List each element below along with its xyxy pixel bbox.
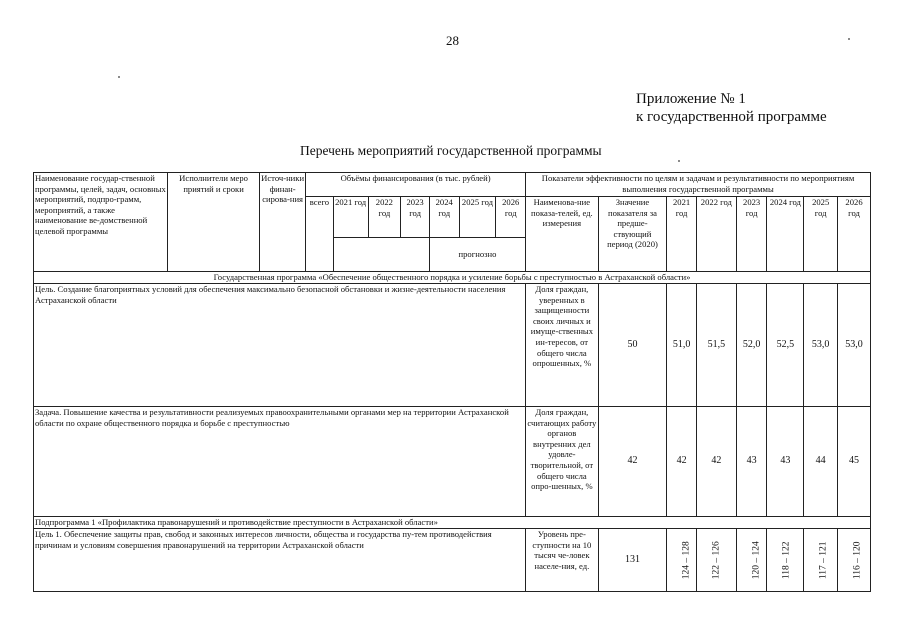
- row-task-text: Задача. Повышение качества и результативности реализуемых правоохранительными органами мер на территории Астраханской области по охране общественного порядка и борьбе с преступностью: [34, 407, 526, 517]
- header-fin-year-2021: 2021 год: [333, 197, 368, 238]
- row-goal-2026: 53,0: [838, 284, 871, 407]
- header-fin-year-2022: 2022 год: [368, 197, 401, 238]
- header-funding: Объёмы финансирования (в тыс. рублей): [306, 173, 526, 197]
- scan-speck: [118, 76, 120, 78]
- page-number: 28: [446, 33, 459, 48]
- header-forecast: прогнозно: [429, 238, 525, 272]
- document-title: Перечень мероприятий государственной программы: [300, 143, 602, 158]
- appendix-label: [636, 90, 827, 126]
- header-executors: Исполнители меро приятий и сроки: [168, 173, 260, 272]
- row-goal1-2022: 122 – 126: [711, 541, 722, 580]
- row-goal1-text: Цель 1. Обеспечение защиты прав, свобод и законных интересов личности, общества и государства пу-тем противодействия причинам и условиям совершения правонарушений на территории Астраханской области: [34, 529, 526, 592]
- header-indicator-name: Наименова-ние показа-телей, ед. измерения: [526, 197, 599, 272]
- header-fin-year-2024: 2024 год: [429, 197, 459, 238]
- header-ind-year-2021: 2021 год: [667, 197, 697, 272]
- header-name: Наименование государ-ственной программы, целей, задач, основных мероприятий, подпро-грамм, мероприятий, а также наименование ве-домственной целевой программы: [34, 173, 168, 272]
- header-total: всего: [306, 197, 334, 272]
- row-goal1-2023: 120 – 124: [751, 541, 762, 580]
- header-ind-year-2026: 2026 год: [838, 197, 871, 272]
- header-sources: Источ-ники финан-сирова-ния: [260, 173, 306, 272]
- row-task-2025: 44: [804, 407, 838, 517]
- header-ind-year-2025: 2025 год: [804, 197, 838, 272]
- row-task-prev: 42: [598, 407, 667, 517]
- header-ind-year-2024: 2024 год: [767, 197, 804, 272]
- row-program: Государственная программа «Обеспечение общественного порядка и усиление борьбы с преступностью в Астраханской области»: [34, 272, 871, 284]
- header-fin-year-2025: 2025 год: [459, 197, 496, 238]
- header-ind-year-2022: 2022 год: [696, 197, 736, 272]
- row-goal1-2024: 118 – 122: [782, 541, 792, 580]
- header-indicators: Показатели эффективности по целям и задачам и результативности по мероприятиям выполнения государственной программы: [526, 173, 871, 197]
- header-indicator-prev: Значение показателя за предше-ствующий период (2020): [598, 197, 667, 272]
- scan-speck: [848, 38, 850, 40]
- row-goal1-2026: 116 – 120: [852, 541, 863, 580]
- header-fin-blank: [333, 238, 429, 272]
- row-goal1-prev: 131: [598, 529, 667, 592]
- header-ind-year-2023: 2023 год: [736, 197, 767, 272]
- row-task-indicator: Доля граждан, считающих работу органов внутренних дел удовле-творительной, от общего числа опро-шенных, %: [526, 407, 599, 517]
- appendix-line-2: к государственной программе: [636, 109, 827, 125]
- header-fin-year-2023: 2023 год: [401, 197, 430, 238]
- row-goal-2022: 51,5: [696, 284, 736, 407]
- row-goal-2021: 51,0: [667, 284, 697, 407]
- row-goal-indicator: Доля граждан, уверенных в защищенности своих личных и имуще-ственных ин-тересов, от общего числа опрошенных, %: [526, 284, 599, 407]
- row-goal-2023: 52,0: [736, 284, 767, 407]
- appendix-line-1: Приложение № 1: [636, 91, 746, 107]
- row-goal1-2025: 117 – 121: [818, 541, 829, 580]
- row-goal-2024: 52,5: [767, 284, 804, 407]
- scan-speck: [678, 160, 680, 162]
- header-fin-year-2026: 2026 год: [496, 197, 526, 238]
- row-task-2022: 42: [696, 407, 736, 517]
- row-goal-prev: 50: [598, 284, 667, 407]
- row-task-2024: 43: [767, 407, 804, 517]
- row-task-2026: 45: [838, 407, 871, 517]
- row-goal-text: Цель. Создание благоприятных условий для обеспечения максимально безопасной обстановки и жизне-деятельности населения Астраханской области: [34, 284, 526, 407]
- row-task-2023: 43: [736, 407, 767, 517]
- row-goal-2025: 53,0: [804, 284, 838, 407]
- row-goal1-2021: 124 – 128: [681, 541, 692, 580]
- row-task-2021: 42: [667, 407, 697, 517]
- row-goal1-indicator: Уровень пре-ступности на 10 тысяч че-ловек населе-ния, ед.: [526, 529, 599, 592]
- row-subprogram: Подпрограмма 1 «Профилактика правонарушений и противодействие преступности в Астраханской области»: [34, 517, 871, 529]
- measures-table: [33, 172, 871, 592]
